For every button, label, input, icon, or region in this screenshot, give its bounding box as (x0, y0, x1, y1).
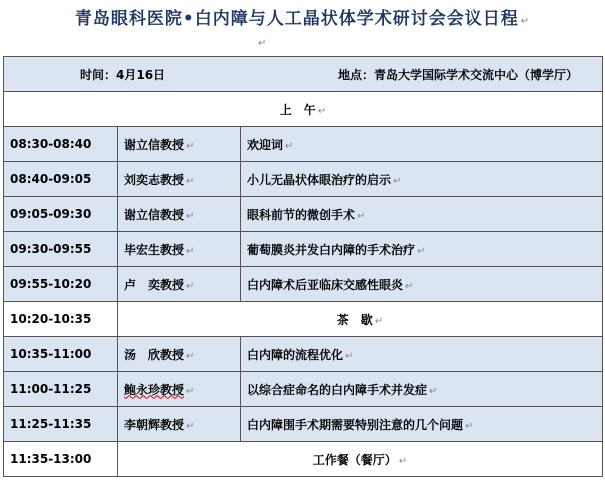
speaker-cell (118, 337, 241, 372)
table-row (4, 232, 603, 267)
topic-cell (241, 162, 603, 197)
break-row (4, 302, 603, 337)
cell-mark: ↵ (374, 315, 384, 327)
title-text: 青岛眼科医院•白内障与人工晶状体学术研讨会会议日程 (74, 9, 519, 29)
time-cell: 11:25-11:35 (4, 407, 118, 442)
table-row (4, 197, 603, 232)
session-row (4, 92, 603, 127)
cell-mark: ↵ (398, 455, 408, 467)
header-row (4, 57, 603, 92)
topic-text: 小儿无晶状体眼治疗的启示 (247, 172, 392, 187)
cell-mark: ↵ (186, 210, 195, 222)
header-cell (4, 57, 603, 92)
session-label-cell (4, 92, 603, 127)
topic-cell (241, 197, 603, 232)
topic-text: 葡萄膜炎并发白内障的手术治疗 (247, 242, 416, 257)
agenda-table (3, 56, 603, 477)
cell-mark: ↵ (465, 420, 474, 432)
speaker-cell (118, 197, 241, 232)
speaker-cell (118, 162, 241, 197)
table-row (4, 407, 603, 442)
time-cell: 09:30-09:55 (4, 232, 118, 267)
break-label: 茶 歇 (336, 312, 373, 327)
break-cell (118, 442, 603, 477)
topic-cell (241, 372, 603, 407)
meeting-time: 时间：4月16日 (80, 67, 166, 82)
speaker-name: 卢 奕教授 (124, 277, 185, 292)
topic-text: 白内障术后亚临床交感性眼炎 (247, 277, 404, 292)
topic-text: 眼科前节的微创手术 (247, 207, 356, 222)
break-cell (118, 302, 603, 337)
speaker-name: 谢立信教授 (124, 207, 185, 222)
break-label: 工作餐（餐厅） (312, 452, 397, 467)
speaker-cell (118, 127, 241, 162)
cell-mark: ↵ (429, 385, 438, 397)
table-row (4, 267, 603, 302)
cell-mark: ↵ (186, 175, 195, 187)
topic-cell (241, 337, 603, 372)
break-row (4, 442, 603, 477)
speaker-name: 李朝辉教授 (124, 417, 185, 432)
topic-cell (241, 407, 603, 442)
table-row (4, 162, 603, 197)
time-cell: 11:00-11:25 (4, 372, 118, 407)
cell-mark: ↵ (186, 245, 195, 257)
table-row (4, 372, 603, 407)
time-cell: 09:05-09:30 (4, 197, 118, 232)
paragraph-mark: ↵ (317, 105, 327, 117)
topic-cell (241, 232, 603, 267)
topic-cell (241, 267, 603, 302)
cell-mark: ↵ (186, 140, 195, 152)
cell-mark: ↵ (357, 210, 366, 222)
cell-mark: ↵ (186, 420, 195, 432)
speaker-name: 汤 欣教授 (124, 347, 185, 362)
time-cell: 08:30-08:40 (4, 127, 118, 162)
topic-text: 以综合症命名的白内障手术并发症 (247, 382, 428, 397)
cell-mark: ↵ (285, 140, 294, 152)
table-row (4, 127, 603, 162)
speaker-cell (118, 372, 241, 407)
paragraph-mark: ↵ (520, 16, 531, 27)
cell-mark: ↵ (405, 280, 414, 292)
speaker-cell (118, 232, 241, 267)
speaker-name: 刘奕志教授 (124, 172, 185, 187)
cell-mark: ↵ (186, 280, 195, 292)
session-label: 上 午 (279, 102, 316, 117)
cell-mark: ↵ (345, 350, 354, 362)
time-cell: 08:40-09:05 (4, 162, 118, 197)
time-cell: 11:35-13:00 (4, 442, 118, 477)
table-row (4, 337, 603, 372)
speaker-cell (118, 407, 241, 442)
time-cell: 10:20-10:35 (4, 302, 118, 337)
speaker-name: 鲍永珍教授 (124, 382, 185, 397)
speaker-name: 毕宏生教授 (124, 242, 185, 257)
paragraph-mark: ↵ (258, 38, 267, 49)
topic-text: 欢迎词 (247, 137, 284, 152)
topic-text: 白内障的流程优化 (247, 347, 344, 362)
time-cell: 09:55-10:20 (4, 267, 118, 302)
cell-mark: ↵ (186, 350, 195, 362)
meeting-location: 地点：青岛大学国际学术交流中心（博学厅） (337, 67, 578, 82)
speaker-name: 谢立信教授 (124, 137, 185, 152)
topic-text: 白内障围手术期需要特别注意的几个问题 (247, 417, 464, 432)
cell-mark: ↵ (393, 175, 402, 187)
speaker-cell (118, 267, 241, 302)
time-cell: 10:35-11:00 (4, 337, 118, 372)
cell-mark: ↵ (186, 385, 195, 397)
cell-mark: ↵ (417, 245, 426, 257)
document-title (0, 4, 605, 29)
topic-cell (241, 127, 603, 162)
